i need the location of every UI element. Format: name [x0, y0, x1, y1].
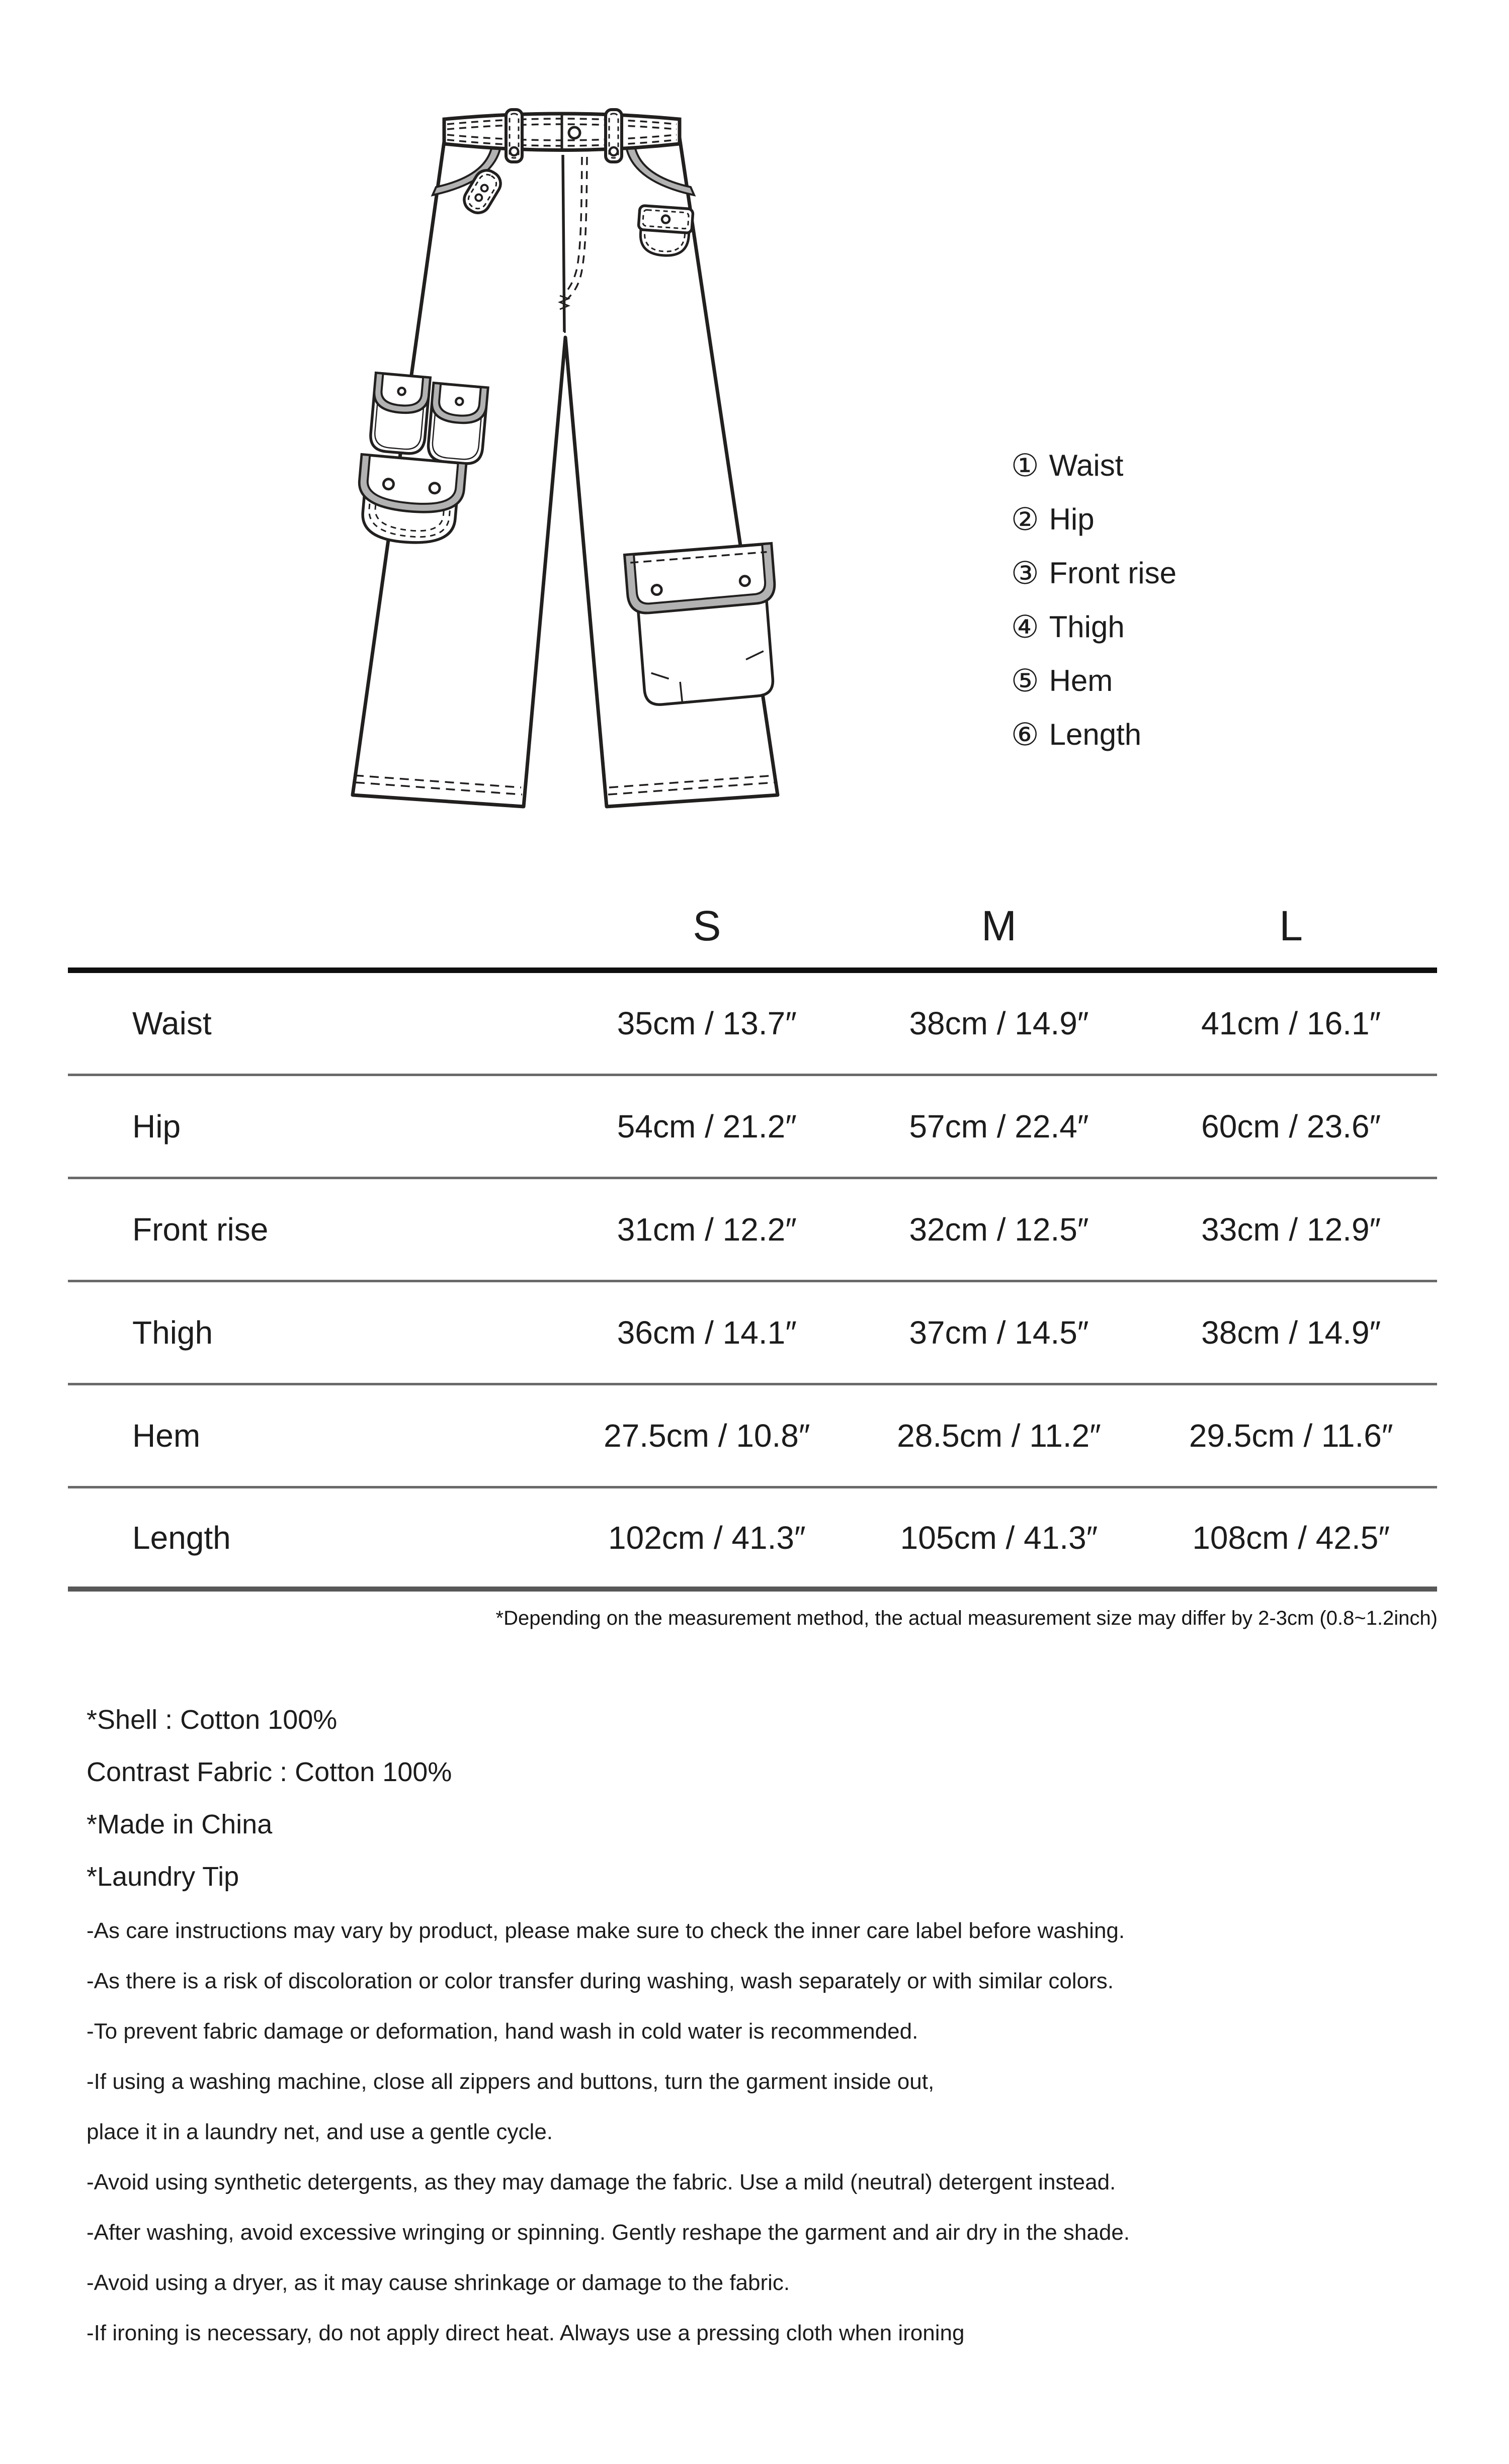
info-line-contrast-fabric: Contrast Fabric : Cotton 100%: [87, 1757, 452, 1787]
care-line: place it in a laundry net, and use a gentle cycle.: [87, 2120, 553, 2144]
coin-pocket: [637, 205, 693, 257]
legend-label: Hem: [1049, 664, 1113, 697]
cargo-mini-pocket-right: [427, 383, 488, 465]
table-row-waist: [68, 973, 1437, 1076]
table-row-hip: [68, 1076, 1437, 1179]
row-label: Length: [132, 1519, 231, 1556]
legend-item-hem: [1011, 654, 1177, 708]
care-line: -If ironing is necessary, do not apply direct heat. Always use a pressing cloth when ironing: [87, 2321, 965, 2345]
cell-value: 54cm / 21.2″: [617, 1108, 797, 1145]
waistband: [444, 114, 680, 151]
legend-label: Front rise: [1049, 556, 1177, 590]
legend-item-hip: [1011, 492, 1177, 546]
legend-label: Hip: [1049, 502, 1095, 536]
legend-label: Thigh: [1049, 610, 1125, 644]
care-line: -Avoid using synthetic detergents, as they may damage the fabric. Use a mild (neutral) detergent instead.: [87, 2170, 1116, 2194]
table-row-hem: [68, 1385, 1437, 1488]
row-label: Hip: [132, 1108, 181, 1145]
cargo-flap-pocket-large: [625, 544, 783, 707]
belt-loop-right: [606, 110, 622, 162]
care-line: -To prevent fabric damage or deformation, hand wash in cold water is recommended.: [87, 2019, 918, 2044]
waist-button-icon: [569, 127, 580, 138]
measurement-disclaimer: *Depending on the measurement method, the actual measurement size may differ by 2-3cm (0.8~1.2inch): [495, 1607, 1438, 1629]
column-header-s: S: [693, 902, 721, 949]
legend-item-length: [1011, 708, 1177, 761]
circled-4-icon: ④: [1011, 608, 1039, 645]
info-line-shell: *Shell : Cotton 100%: [87, 1705, 338, 1735]
column-header-m: M: [981, 902, 1017, 949]
circled-2-icon: ②: [1011, 500, 1039, 538]
cell-value: 36cm / 14.1″: [617, 1314, 797, 1351]
circled-6-icon: ⑥: [1011, 716, 1039, 753]
legend-label: Length: [1049, 718, 1142, 751]
cargo-mini-pocket-left: [369, 373, 430, 455]
info-line-laundry-tip: *Laundry Tip: [87, 1862, 239, 1892]
legend-item-waist: [1011, 438, 1177, 492]
table-row-thigh: [68, 1282, 1437, 1385]
circled-5-icon: ⑤: [1011, 662, 1039, 699]
table-row-length: [68, 1488, 1437, 1592]
belt-loop-left: [506, 110, 522, 162]
cell-value: 57cm / 22.4″: [909, 1108, 1089, 1145]
care-line: -Avoid using a dryer, as it may cause shrinkage or damage to the fabric.: [87, 2270, 790, 2295]
pants-technical-drawing: [322, 96, 805, 840]
care-line: -After washing, avoid excessive wringing or spinning. Gently reshape the garment and air dry in the shade.: [87, 2220, 1130, 2245]
care-line: -If using a washing machine, close all zippers and buttons, turn the garment inside out,: [87, 2069, 935, 2094]
legend-item-front-rise: [1011, 546, 1177, 600]
care-instructions: [87, 1906, 1130, 2358]
cell-value: 35cm / 13.7″: [617, 1005, 797, 1041]
row-label: Hem: [132, 1418, 201, 1454]
cell-value: 29.5cm / 11.6″: [1189, 1418, 1393, 1454]
cell-value: 27.5cm / 10.8″: [604, 1418, 810, 1454]
cell-value: 60cm / 23.6″: [1201, 1108, 1381, 1145]
product-info: [87, 1694, 452, 1903]
circled-3-icon: ③: [1011, 554, 1039, 591]
circled-1-icon: ①: [1011, 447, 1039, 484]
measurement-legend: [1011, 438, 1177, 761]
row-label: Front rise: [132, 1211, 269, 1248]
column-header-l: L: [1279, 902, 1303, 949]
cell-value: 28.5cm / 11.2″: [897, 1418, 1101, 1454]
legend-label: Waist: [1049, 449, 1124, 482]
cargo-wide-flap-pocket: [355, 455, 466, 547]
cell-value: 32cm / 12.5″: [909, 1211, 1089, 1248]
cell-value: 33cm / 12.9″: [1201, 1211, 1381, 1248]
legend-item-thigh: [1011, 600, 1177, 654]
row-label: Waist: [132, 1005, 212, 1041]
cell-value: 105cm / 41.3″: [900, 1519, 1098, 1556]
size-table-header: [68, 884, 1437, 973]
cell-value: 108cm / 42.5″: [1192, 1519, 1390, 1556]
care-line: -As there is a risk of discoloration or color transfer during washing, wash separately or with similar colors.: [87, 1969, 1114, 1993]
cell-value: 38cm / 14.9″: [909, 1005, 1089, 1041]
cell-value: 37cm / 14.5″: [909, 1314, 1089, 1351]
cell-value: 102cm / 41.3″: [608, 1519, 806, 1556]
row-label: Thigh: [132, 1314, 213, 1351]
cell-value: 41cm / 16.1″: [1201, 1005, 1381, 1041]
cell-value: 31cm / 12.2″: [617, 1211, 797, 1248]
table-row-front-rise: [68, 1179, 1437, 1282]
cell-value: 38cm / 14.9″: [1201, 1314, 1381, 1351]
info-line-origin: *Made in China: [87, 1809, 273, 1839]
care-line: -As care instructions may vary by product, please make sure to check the inner care label before washing.: [87, 1918, 1125, 1943]
size-table: [68, 884, 1437, 1592]
